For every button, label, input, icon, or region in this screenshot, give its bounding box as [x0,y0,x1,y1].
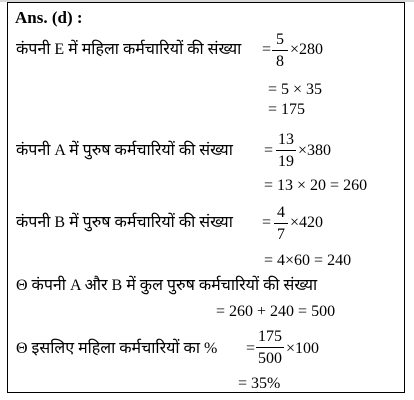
block-2-label: कंपनी B में पुरुष कर्मचारियों की संख्या [16,214,233,231]
block-4-step-0: = 35% [238,375,281,392]
block-4-label: Θ इसलिए महिला कर्मचारियों का % [16,340,218,357]
block-1-denominator: 19 [278,153,294,170]
block-2-step-0: = 4×60 = 240 [264,252,352,269]
fraction-bar [276,150,296,151]
block-0-equals: = [262,41,272,58]
fraction-bar [272,50,288,51]
answer-label: Ans. (d) : [15,8,83,27]
block-3-label: Θ कंपनी A और B में कुल पुरुष कर्मचारियों की संख्या [16,277,318,294]
block-0-denominator: 8 [276,53,284,70]
block-4-denominator: 500 [258,350,282,367]
block-4-multiplier: ×100 [286,340,320,357]
block-2-denominator: 7 [277,226,285,243]
block-1-numerator: 13 [278,131,294,148]
block-1-fraction [276,130,296,171]
block-0-step-1: = 175 [268,101,306,118]
block-1-step-0: = 13 × 20 = 260 [264,177,368,194]
block-1-label: कंपनी A में पुरुष कर्मचारियों की संख्या [16,142,233,159]
block-4-fraction [256,327,284,368]
block-3-step-0: = 260 + 240 = 500 [216,303,336,320]
block-0-multiplier: ×280 [290,41,324,58]
block-0-numerator: 5 [276,31,284,48]
block-0-step-0: = 5 × 35 [268,81,323,98]
solution-box [7,2,405,393]
block-2-multiplier: ×420 [290,214,324,231]
fraction-bar [274,223,288,224]
fraction-bar [256,347,284,348]
block-0-label: कंपनी E में महिला कर्मचारियों की संख्या [16,41,242,58]
block-2-numerator: 4 [277,204,285,221]
block-2-fraction [274,203,288,244]
block-2-equals: = [262,214,272,231]
block-1-multiplier: ×380 [298,142,332,159]
block-1-equals: = [264,142,274,159]
block-4-equals: = [246,340,256,357]
block-4-numerator: 175 [258,328,282,345]
block-0-fraction [272,30,288,71]
